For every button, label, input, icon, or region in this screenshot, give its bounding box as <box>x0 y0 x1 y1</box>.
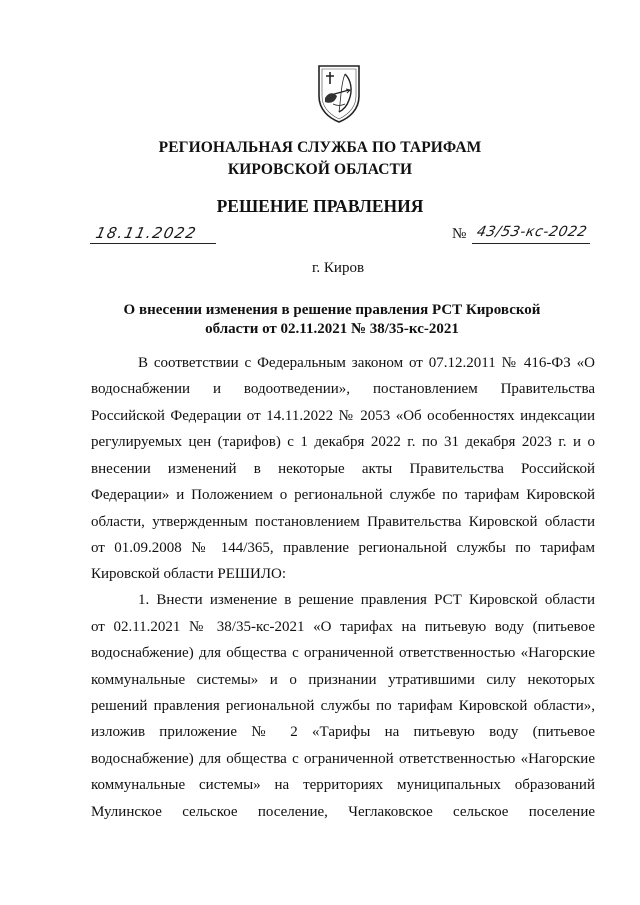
body-line: водоснабжение) для общества с ограниченной ответственностью «Нагорские <box>91 751 595 767</box>
subject-line1: О внесении изменения в решение правления РСТ Кировской <box>123 302 541 318</box>
body-line: Федерации» и Положением о региональной службе по тарифам Кировской <box>91 487 595 503</box>
body-line: коммунальные системы» на территориях муниципальных образований <box>91 777 595 793</box>
body-line: области, утвержденным постановлением Правительства Кировской области <box>91 514 595 530</box>
subject-line2: области от 02.11.2021 № 38/35-кс-2021 <box>205 321 459 337</box>
handwritten-number: 43/53-кс-2022 <box>475 224 589 240</box>
body-line: Российской Федерации от 14.11.2022 № 2053 «Об особенностях индексации <box>91 408 595 424</box>
body-line: регулируемых цен (тарифов) с 1 декабря 2022 г. по 31 декабря 2023 г. и о <box>91 434 595 450</box>
coat-of-arms-icon <box>315 62 363 124</box>
city: г. Киров <box>311 260 365 276</box>
number-underline <box>472 243 590 244</box>
body-line: водоснабжение) для общества с ограниченной ответственностью «Нагорские <box>91 645 595 661</box>
body-line: изложив приложение № 2 «Тарифы на питьевую воду (питьевое <box>91 724 595 740</box>
body-line: от 01.09.2008 № 144/365, правление региональной службы по тарифам <box>91 540 595 556</box>
body-line-item-1: 1. Внести изменение в решение правления РСТ Кировской области <box>138 592 595 608</box>
handwritten-date: 18.11.2022 <box>94 224 199 242</box>
document-type-title: РЕШЕНИЕ ПРАВЛЕНИЯ <box>216 196 424 216</box>
body-line: Мулинское сельское поселение, Чеглаковское сельское поселение <box>91 804 595 820</box>
body-line: коммунальные системы» и о признании утратившими силу некоторых <box>91 672 595 688</box>
org-name-line1: РЕГИОНАЛЬНАЯ СЛУЖБА ПО ТАРИФАМ <box>158 139 482 156</box>
date-underline <box>90 243 216 244</box>
body-line: Кировской области РЕШИЛО: <box>91 566 287 582</box>
org-name-line2: КИРОВСКОЙ ОБЛАСТИ <box>227 161 413 178</box>
body-line: решений правления региональной службы по тарифам Кировской области», <box>91 698 595 714</box>
body-line: внесении изменений в некоторые акты Правительства Российской <box>91 461 595 477</box>
number-sign: № <box>452 226 467 242</box>
body-line: от 02.11.2021 № 38/35-кс-2021 «О тарифах на питьевую воду (питьевое <box>91 619 595 635</box>
body-line: В соответствии с Федеральным законом от 07.12.2011 № 416-ФЗ «О <box>138 355 595 371</box>
body-line: водоснабжении и водоотведении», постановлением Правительства <box>91 381 595 397</box>
